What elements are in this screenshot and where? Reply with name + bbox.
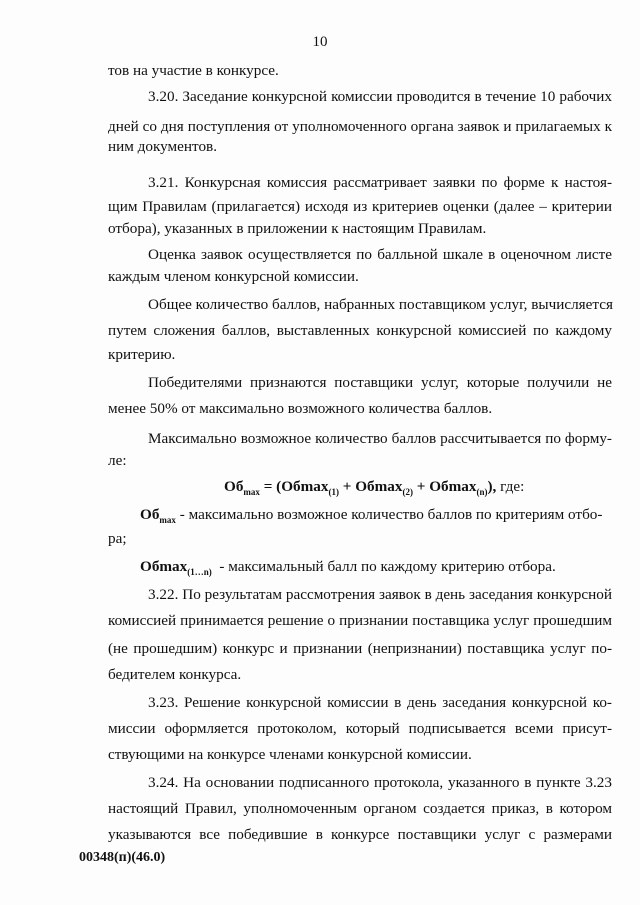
- text-line: 3.23. Решение конкурсной комиссии в день заседания конкурсной ко-: [148, 694, 612, 711]
- text-line: ра;: [108, 530, 127, 547]
- text-line: 3.21. Конкурсная комиссия рассматривает заявки по форме к настоя-: [148, 174, 612, 191]
- text-line: указываются все победившие в конкурсе поставщики услуг с размерами: [108, 826, 612, 843]
- text-line: ствующими на конкурсе членами конкурсной комиссии.: [108, 746, 472, 763]
- text-line: бедителем конкурса.: [108, 666, 242, 683]
- text-line: отбора), указанных в приложении к настоящим Правилам.: [108, 220, 487, 237]
- document-code: 00348(п)(46.0): [79, 850, 166, 865]
- text-line: дней со дня поступления от уполномоченного органа заявок и прилагаемых к: [108, 118, 612, 135]
- text-line: настоящий Правил, уполномоченным органом создается приказ, в котором: [108, 800, 612, 817]
- text-line: тов на участие в конкурсе.: [108, 62, 279, 79]
- text-line: 3.20. Заседание конкурсной комиссии проводится в течение 10 рабочих: [148, 88, 612, 105]
- text-line: щим Правилам (прилагается) исходя из критериев оценки (далее – критерии: [108, 198, 612, 215]
- text-line: комиссией принимается решение о признании поставщика услуг прошедшим: [108, 612, 612, 629]
- definition-line: $Об_{max}$ - максимально возможное количество баллов по критериям отбо-: [140, 506, 603, 526]
- text-line: 3.22. По результатам рассмотрения заявок в день заседания конкурсной: [148, 586, 612, 603]
- text-line: миссии оформляется протоколом, который подписывается всеми присут-: [108, 720, 612, 737]
- text-line: путем сложения баллов, выставленных конкурсной комиссией по каждому: [108, 322, 612, 339]
- text-line: Максимально возможное количество баллов рассчитывается по форму-: [148, 430, 612, 447]
- text-line: критерию.: [108, 346, 176, 363]
- text-line: Победителями признаются поставщики услуг, которые получили не: [148, 374, 612, 391]
- text-line: менее 50% от максимально возможного количества баллов.: [108, 400, 493, 417]
- page-number: 10: [312, 34, 328, 50]
- text-line: каждым членом конкурсной комиссии.: [108, 268, 359, 285]
- text-line: Оценка заявок осуществляется по балльной шкале в оценочном листе: [148, 246, 612, 263]
- definition-line: Обmax$_{(1\dots n)}$ - максимальный балл по каждому критерию отбора.: [140, 558, 556, 578]
- text-line: (не прошедшим) конкурс и признании (непризнании) поставщика услуг по-: [108, 640, 612, 657]
- text-line: ле:: [108, 452, 127, 469]
- text-line: Общее количество баллов, набранных поставщиком услуг, вычисляется: [148, 296, 613, 313]
- definition-term: $Об_{max}$: [140, 506, 176, 526]
- formula: $Об_{max} = (Об\max_{(1)} + Об\max_{(2)} + Об\max_{(n)})$, где:: [224, 478, 525, 498]
- text-line: 3.24. На основании подписанного протокола, указанного в пункте 3.23: [148, 774, 612, 791]
- definition-term: Обmax$_{(1\dots n)}$: [140, 558, 212, 578]
- text-line: ним документов.: [108, 138, 218, 155]
